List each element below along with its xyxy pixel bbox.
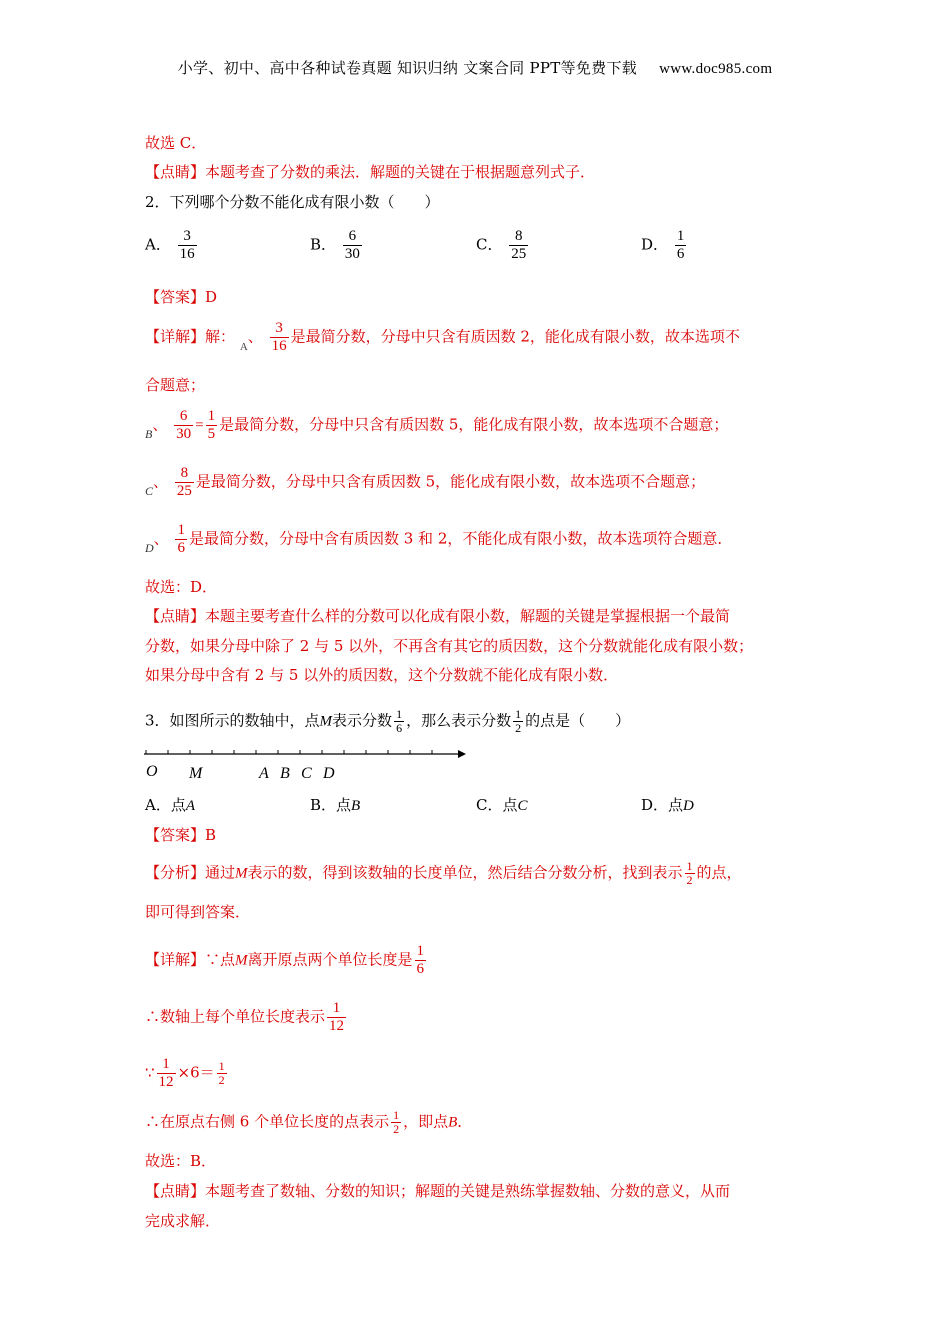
numerator: 6	[179, 408, 188, 424]
option-tag: B	[145, 426, 153, 441]
detail-text: ∴数轴上每个单位长度表示	[145, 1007, 326, 1026]
numerator: 1	[177, 522, 185, 538]
q2-detail-b: $_B$、 $\frac{6}{30}$ = $\frac{1}{5}$ 是最简分数，分母中只含有质因数 5，能化成有限小数，故本选项不合题意；	[145, 408, 729, 442]
q2-option-b	[310, 228, 364, 263]
detail-text: ∴在原点右侧 6 个单位长度的点表示	[145, 1112, 390, 1131]
q2-option-d	[641, 228, 688, 263]
q3-detail-3	[145, 1056, 229, 1091]
denominator: 6	[676, 246, 685, 262]
dianjing-text: 本题考查了分数的乘法．解题的关键在于根据题意列式子．	[205, 163, 596, 181]
q2-detail-a-cont: 合题意；	[145, 376, 206, 394]
option-label: B．点	[310, 796, 352, 814]
q3-option-b	[310, 794, 360, 815]
q2-detail-d: $_D$、 $\frac{1}{6}$ 是最简分数，分母中含有质因数 3 和 2，不能化成有限小数，故本选项符合题意．	[145, 522, 733, 556]
q3-detail-1	[145, 943, 428, 978]
denominator: 2	[218, 1073, 225, 1087]
option-point: B	[351, 798, 361, 814]
q2-detail-c: $_C$、 $\frac{8}{25}$ 是最简分数，分母中只含有质因数 5，能化成有限小数，故本选项不合题意；	[145, 465, 706, 499]
q2-detail-a: 【详解】解： $_A$、 $\frac{3}{16}$ 是最简分数，分母中只含有质因数 2，能化成有限小数，故本选项不	[145, 320, 740, 354]
denominator: 2	[686, 873, 693, 887]
header-text: 小学、初中、高中各种试卷真题 知识归纳 文案合同 PPT等免费下载	[177, 59, 638, 77]
fraction	[175, 522, 187, 557]
numerator: 1	[686, 859, 693, 873]
header-site: www.doc985.com	[659, 61, 773, 77]
option-tag: A	[239, 340, 248, 353]
analysis-text: 的点，	[696, 863, 742, 882]
q3-analysis-2: 即可得到答案．	[145, 903, 251, 921]
point-m-label: M	[235, 865, 248, 882]
q3-option-a	[145, 794, 195, 815]
fraction	[685, 860, 695, 887]
numerator: 1	[416, 943, 425, 959]
axis-label-c: C	[301, 765, 312, 782]
q3-detail-4	[145, 1109, 472, 1136]
fraction	[415, 943, 427, 978]
detail-tag: 【详解】	[145, 327, 206, 346]
detail-prefix: 解：	[205, 327, 236, 346]
dianjing-tag: 【点睛】	[145, 163, 206, 181]
fraction	[174, 408, 193, 443]
point-b-label: B	[448, 1114, 458, 1131]
detail-text: 是最简分数，分母中含有质因数 3 和 2，不能化成有限小数，故本选项符合题意．	[188, 529, 733, 548]
fraction	[675, 228, 687, 263]
detail-tag: 【详解】	[145, 950, 206, 969]
q1-dianjing	[145, 162, 595, 182]
fraction	[175, 465, 194, 500]
numerator: 1	[332, 1000, 341, 1016]
answer-value: D	[205, 288, 218, 306]
fraction	[394, 708, 404, 735]
dianjing-tag: 【点睛】	[145, 1182, 206, 1200]
option-point: D	[683, 798, 694, 814]
analysis-text: 通过	[205, 863, 236, 882]
option-label: C．	[476, 235, 503, 254]
q2-dianjing-3: 如果分母中含有 2 与 5 以外的质因数，这个分数就不能化成有限小数．	[145, 666, 619, 684]
numerator: 1	[393, 1108, 400, 1122]
q2-answer	[145, 287, 217, 307]
axis-label-d: D	[323, 765, 335, 782]
denominator: 16	[271, 338, 287, 354]
numerator: 8	[515, 228, 523, 244]
q2-choose: 故选：D．	[145, 578, 218, 596]
denominator: 12	[329, 1018, 345, 1034]
dianjing-text: 本题主要考查什么样的分数可以化成有限小数，解题的关键是掌握根据一个最简	[205, 607, 731, 625]
denominator: 30	[176, 426, 192, 442]
numerator: 1	[218, 1059, 225, 1073]
answer-value: B	[205, 826, 217, 844]
axis-label-a: A	[259, 765, 269, 782]
q2-stem: 2．下列哪个分数不能化成有限小数（ ）	[145, 193, 440, 211]
point-m-label: M	[235, 952, 248, 969]
analysis-tag: 【分析】	[145, 863, 206, 882]
denominator: 16	[179, 246, 195, 262]
q2-dianjing-1	[145, 606, 730, 626]
denominator: 6	[416, 961, 425, 977]
detail-text: 离开原点两个单位长度是	[247, 950, 413, 969]
stem-text: 3．如图所示的数轴中，点	[145, 711, 320, 730]
q3-answer	[145, 825, 216, 845]
option-label: A．	[145, 235, 171, 254]
page-header	[0, 57, 950, 78]
detail-text: ∵	[145, 1063, 155, 1082]
denominator: 5	[207, 426, 216, 442]
numerator: 3	[183, 228, 191, 244]
fraction	[391, 1109, 401, 1136]
denominator: 12	[158, 1074, 174, 1090]
option-label: A．点	[145, 796, 186, 814]
detail-text: 是最简分数，分母中只含有质因数 5，能化成有限小数，故本选项不合题意；	[219, 415, 729, 434]
denominator: 2	[393, 1122, 400, 1136]
fraction	[513, 708, 523, 735]
detail-text: ．	[457, 1112, 473, 1131]
detail-text: ×6＝	[177, 1063, 215, 1082]
numerator: 1	[676, 228, 685, 244]
numerator: 1	[162, 1056, 170, 1072]
detail-text: ，即点	[403, 1112, 449, 1131]
numerator: 6	[348, 228, 357, 244]
denominator: 25	[511, 246, 527, 262]
numerator: 1	[207, 408, 216, 424]
fraction	[178, 228, 197, 263]
q2-option-a	[145, 228, 199, 263]
option-tag: C	[145, 483, 154, 498]
axis-label-o: O	[146, 763, 158, 780]
numerator: 8	[180, 465, 189, 481]
analysis-text: 表示的数，得到该数轴的长度单位，然后结合分数分析，找到表示	[247, 863, 683, 882]
fraction	[509, 228, 528, 263]
axis-label-m: M	[189, 765, 203, 782]
numerator: 1	[396, 707, 403, 721]
fraction	[206, 408, 218, 443]
option-label: D．	[641, 235, 669, 254]
numerator: 1	[515, 707, 522, 721]
q3-choose: 故选：B．	[145, 1152, 217, 1170]
denominator: 6	[177, 540, 185, 556]
numerator: 3	[275, 320, 283, 336]
fraction	[157, 1056, 176, 1091]
number-line-arrow	[458, 750, 466, 758]
q1-choose: 故选 C．	[145, 134, 207, 152]
stem-text: 的点是（ ）	[525, 711, 631, 730]
denominator: 2	[515, 721, 522, 735]
fraction	[217, 1060, 227, 1087]
denominator: 30	[344, 246, 360, 262]
answer-tag: 【答案】	[145, 826, 206, 844]
axis-label-b: B	[280, 765, 290, 782]
q3-stem	[145, 708, 630, 735]
fraction	[327, 1000, 346, 1035]
q3-option-c	[476, 794, 528, 815]
q3-dianjing-1	[145, 1181, 730, 1201]
stem-text: 表示分数	[332, 711, 393, 730]
detail-text: 是最简分数，分母中只含有质因数 2，能化成有限小数，故本选项不	[290, 327, 740, 346]
q2-option-c	[476, 228, 530, 263]
option-point: A	[185, 798, 196, 814]
dianjing-text: 本题考查了数轴、分数的知识；解题的关键是熟练掌握数轴、分数的意义，从而	[205, 1182, 731, 1200]
option-label: D．点	[641, 796, 684, 814]
number-line-figure	[140, 745, 470, 785]
q3-analysis-1	[145, 860, 742, 887]
denominator: 25	[176, 483, 192, 499]
detail-text: 是最简分数，分母中只含有质因数 5，能化成有限小数，故本选项不合题意；	[195, 472, 706, 491]
stem-text: ，那么表示分数	[406, 711, 512, 730]
detail-text: ∵点	[205, 950, 236, 969]
option-label: B．	[310, 235, 337, 254]
option-label: C．点	[476, 796, 518, 814]
option-tag: D	[145, 540, 154, 555]
q3-dianjing-2: 完成求解．	[145, 1212, 221, 1230]
denominator: 6	[396, 721, 403, 735]
fraction	[343, 228, 362, 263]
q3-detail-2	[145, 1000, 348, 1035]
q3-option-d	[641, 794, 694, 815]
point-m-label: M	[319, 713, 333, 730]
q2-dianjing-2: 分数，如果分母中除了 2 与 5 以外，不再含有其它的质因数，这个分数就能化成有限小数；	[145, 637, 754, 655]
dianjing-tag: 【点睛】	[145, 607, 206, 625]
fraction	[270, 320, 289, 355]
option-point: C	[517, 798, 528, 814]
answer-tag: 【答案】	[145, 288, 206, 306]
